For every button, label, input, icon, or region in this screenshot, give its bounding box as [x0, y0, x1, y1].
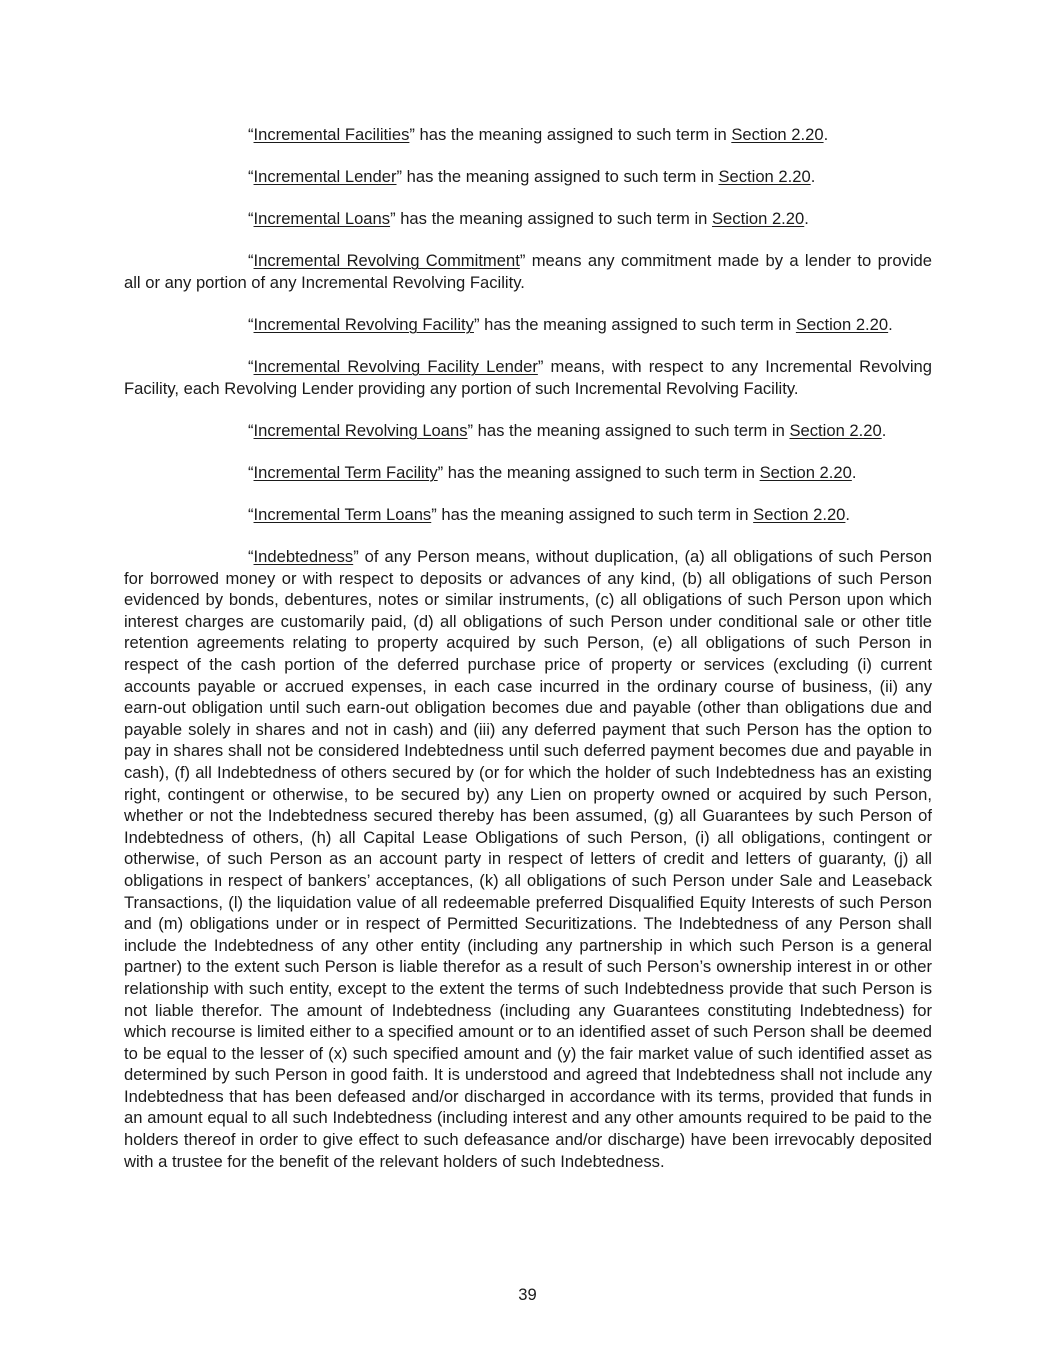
- open-quote: “: [248, 462, 254, 482]
- document-page: [124, 124, 932, 1193]
- defined-term: Incremental Loans: [253, 209, 391, 229]
- definition-indebtedness: [124, 546, 932, 1172]
- close-quote: ”: [537, 357, 544, 377]
- open-quote: “: [248, 357, 254, 377]
- definition-text: has the meaning assigned to such term in: [436, 504, 754, 524]
- section-reference: Section 2.20: [718, 167, 811, 187]
- section-reference: Section 2.20: [789, 420, 882, 440]
- definition-text: means any commitment made by a lender to provide all or any portion of any Incremental Revolving Facility.: [124, 251, 932, 292]
- definition-incremental-revolving-facility-lender: [124, 356, 932, 399]
- close-quote: ”: [473, 314, 480, 334]
- definition-incremental-loans: [124, 208, 932, 230]
- open-quote: “: [248, 504, 254, 524]
- defined-term: Incremental Term Facility: [253, 462, 438, 482]
- open-quote: “: [248, 314, 254, 334]
- open-quote: “: [248, 209, 254, 229]
- section-reference: Section 2.20: [795, 314, 889, 334]
- definition-text: has the meaning assigned to such term in: [414, 125, 732, 144]
- defined-term: Incremental Facilities: [253, 125, 410, 144]
- definition-text-end: .: [823, 125, 829, 144]
- definition-text-end: .: [851, 462, 857, 482]
- definition-text-end: .: [845, 504, 851, 524]
- close-quote: ”: [519, 251, 526, 271]
- close-quote: ”: [353, 547, 359, 567]
- open-quote: “: [248, 125, 254, 144]
- defined-term: Incremental Revolving Commitment: [253, 251, 520, 271]
- open-quote: “: [248, 167, 254, 187]
- section-reference: Section 2.20: [711, 209, 805, 229]
- section-reference: Section 2.20: [759, 462, 852, 482]
- section-reference: Section 2.20: [753, 504, 846, 524]
- close-quote: ”: [409, 125, 415, 144]
- definition-text-end: .: [810, 167, 816, 187]
- definition-text: has the meaning assigned to such term in: [473, 420, 790, 440]
- definition-text-end: .: [888, 314, 893, 334]
- defined-term: Incremental Lender: [253, 167, 397, 187]
- close-quote: ”: [396, 167, 403, 187]
- defined-term: Incremental Term Loans: [253, 504, 432, 524]
- definition-text-end: .: [804, 209, 809, 229]
- definition-text: of any Person means, without duplication, (a) all obligations of such Person for borrowed money or with respect to deposits or advances of any kind, (b) all obligations of such Person evidenced by bonds, debentures, notes or similar instruments, (c) all obligations of such Person upon which interest charges are customarily paid, (d) all obligations of such Person under conditional sale or other title retention agreements relating to property acquired by such Person, (e) all obligations of such Person in respect of the cash portion of the deferred purchase price of property or services (excluding (i) current accounts payable or accrued expenses, in each case incurred in the ordinary course of business, (ii) any earn-out obligation until such earn-out obligation becomes due and payable (other than obligations due and payable solely in shares and not in cash) and (iii) any deferred payment that such Person has the option to pay in shares shall not be considered Indebtedness until such deferred payment becomes due and payable in cash), (f) all Indebtedness of others secured by (or for which the holder of such Indebtedness has an existing right, contingent or otherwise, to be secured by) any Lien on property owned or acquired by such Person, whether or not the Indebtedness secured thereby has been assumed, (g) all Guarantees by such Person of Indebtedness of others, (h) all Capital Lease Obligations of such Person, (i) all obligations, contingent or otherwise, of such Person as an account party in respect of letters of credit and letters of guaranty, (j) all obligations in respect of bankers’ acceptances, (k) all obligations of such Person under Sale and Leaseback Transactions, (l) the liquidation value of all redeemable preferred Disqualified Equity Interests of such Person and (m) obligations under or in respect of Permitted Securitizations. The Indebtedness of any Person shall include the Indebtedness of any other entity (including any partnership in which such Person is a general partner) to the extent such Person is liable therefor as a result of such Person’s ownership interest in or other relationship with such entity, except to the extent the terms of such Indebtedness provide that such Person is not liable therefor. The amount of Indebtedness (including any Guarantees constituting Indebtedness) for which recourse is limited either to a specified amount or to an identified asset of such Person shall be deemed to be equal to the lesser of (x) such specified amount and (y) the fair market value of such identified asset as determined by such Person in good faith. It is understood and agreed that Indebtedness shall not include any Indebtedness that has been defeased and/or discharged in accordance with its terms, provided that funds in an amount equal to all such Indebtedness (including interest and any other amounts required to be paid to the holders thereof in order to give effect to such defeasance and/or discharge) have been irrevocably deposited with a trustee for the benefit of the relevant holders of such Indebtedness.: [124, 547, 932, 1171]
- section-reference: Section 2.20: [731, 125, 824, 144]
- defined-term: Incremental Revolving Facility Lender: [253, 357, 538, 377]
- definition-text: has the meaning assigned to such term in: [395, 209, 712, 229]
- definition-text: has the meaning assigned to such term in: [479, 314, 796, 334]
- definition-incremental-term-facility: [124, 462, 932, 484]
- definition-incremental-revolving-commitment: [124, 250, 932, 293]
- definition-incremental-revolving-loans: [124, 420, 932, 442]
- close-quote: ”: [467, 420, 474, 440]
- definition-text: has the meaning assigned to such term in: [402, 167, 719, 187]
- definition-text-end: .: [881, 420, 887, 440]
- defined-term: Indebtedness: [253, 547, 354, 567]
- definition-incremental-revolving-facility: [124, 314, 932, 336]
- close-quote: ”: [431, 504, 437, 524]
- definition-incremental-term-loans: [124, 504, 932, 526]
- open-quote: “: [248, 420, 254, 440]
- defined-term: Incremental Revolving Facility: [253, 314, 474, 334]
- close-quote: ”: [390, 209, 396, 229]
- page-number: 39: [518, 1285, 537, 1304]
- definition-incremental-facilities: [124, 124, 932, 146]
- close-quote: ”: [437, 462, 444, 482]
- definition-incremental-lender: [124, 166, 932, 188]
- definition-text: means, with respect to any Incremental Revolving Facility, each Revolving Lender providing any portion of such Incremental Revolving Facility.: [124, 357, 932, 398]
- defined-term: Incremental Revolving Loans: [253, 420, 468, 440]
- open-quote: “: [248, 251, 254, 271]
- definition-text: has the meaning assigned to such term in: [443, 462, 760, 482]
- open-quote: “: [248, 547, 254, 567]
